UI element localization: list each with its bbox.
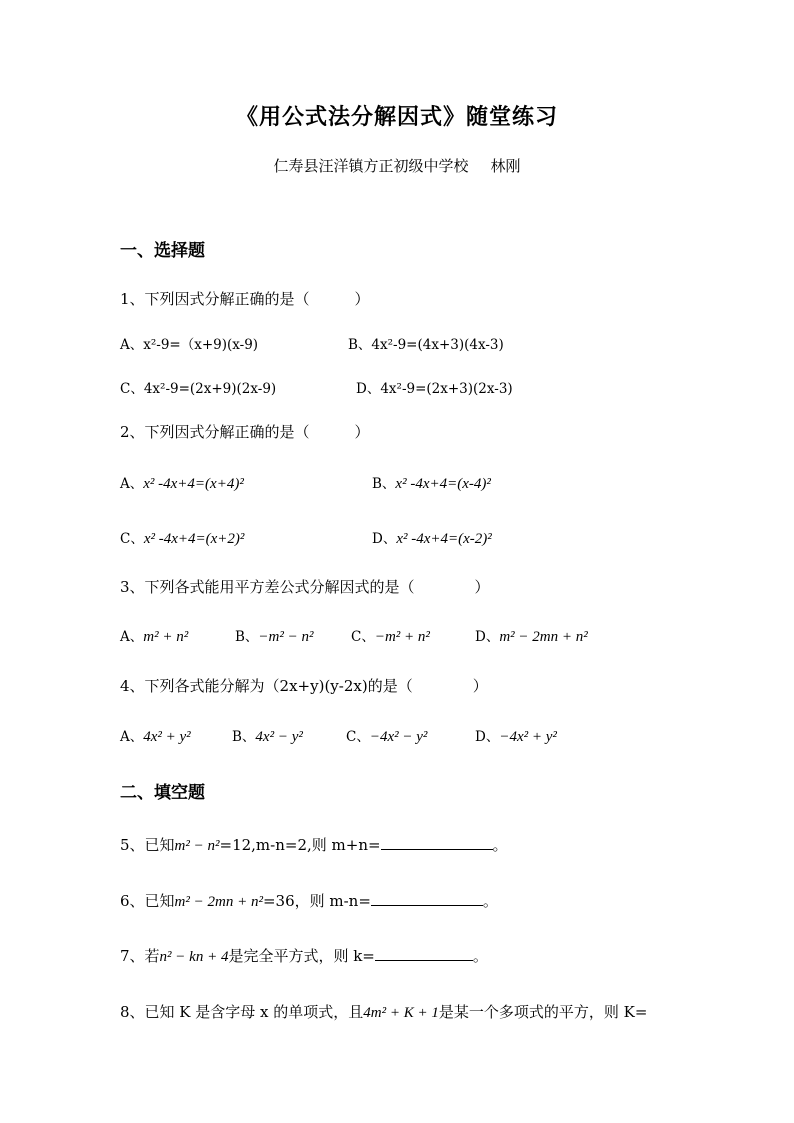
q3-option-b-expr: −m² − n²	[258, 629, 314, 645]
q1-option-b: B、4x²-9=(4x+3)(4x-3)	[348, 337, 504, 353]
question-2: 2、下列因式分解正确的是（ ）	[120, 423, 370, 441]
q4-option-d-expr: −4x² + y²	[499, 729, 557, 745]
question-7	[120, 945, 488, 966]
q5-expr: m² − n²	[174, 838, 220, 854]
q2-option-d-label: D、	[372, 531, 397, 547]
q4-option-c	[346, 725, 427, 746]
q4-option-b-expr: 4x² − y²	[255, 729, 303, 745]
question-1: 1、下列因式分解正确的是（ ）	[120, 290, 370, 308]
q7-answer-blank[interactable]	[375, 946, 473, 961]
q8-text: 是某一个多项式的平方，则 K=	[438, 1003, 648, 1021]
q7-expr: n² − kn + 4	[159, 949, 229, 965]
q5-text: =12,m-n=2,则 m+n=	[219, 836, 381, 854]
q2-option-b-expr: x² -4x+4=(x-4)²	[395, 476, 491, 492]
q3-option-c-expr: −m² + n²	[374, 629, 430, 645]
q4-option-a	[120, 725, 191, 746]
q8-prefix: 8、已知 K 是含字母 x 的单项式，且	[120, 1003, 364, 1021]
q6-answer-blank[interactable]	[371, 891, 483, 906]
q5-end: 。	[492, 836, 508, 854]
school-name: 仁寿县汪洋镇方正初级中学校	[273, 157, 469, 175]
q5-answer-blank[interactable]	[381, 835, 493, 850]
q3-option-d-expr: m² − 2mn + n²	[499, 629, 588, 645]
question-5	[120, 834, 508, 855]
q6-prefix: 6、已知	[120, 892, 175, 910]
q4-option-c-expr: −4x² − y²	[369, 729, 428, 745]
q1-option-d: D、4x²-9=(2x+3)(2x-3)	[356, 381, 513, 397]
q4-option-a-expr: 4x² + y²	[143, 729, 191, 745]
section-fill-heading: 二、填空题	[120, 783, 205, 803]
question-3: 3、下列各式能用平方差公式分解因式的是（ ）	[120, 578, 490, 596]
q4-option-b	[232, 725, 303, 746]
q4-option-a-label: A、	[120, 729, 144, 745]
q3-option-d-label: D、	[475, 629, 500, 645]
q6-end: 。	[482, 892, 498, 910]
q3-option-b-label: B、	[235, 629, 259, 645]
q2-option-a	[120, 472, 244, 493]
subtitle	[0, 155, 794, 176]
section-choice-heading: 一、选择题	[120, 241, 205, 261]
q5-prefix: 5、已知	[120, 836, 175, 854]
q3-option-a-label: A、	[120, 629, 144, 645]
page-title: 《用公式法分解因式》随堂练习	[235, 105, 558, 130]
q2-option-d	[372, 527, 492, 548]
q2-option-c-expr: x² -4x+4=(x+2)²	[143, 531, 245, 547]
question-6	[120, 890, 498, 911]
q3-option-c-label: C、	[351, 629, 375, 645]
q7-text: 是完全平方式，则 k=	[228, 947, 375, 965]
q7-end: 。	[472, 947, 488, 965]
q2-option-d-expr: x² -4x+4=(x-2)²	[396, 531, 492, 547]
q3-option-c	[351, 625, 430, 646]
q3-option-a	[120, 625, 188, 646]
q3-option-a-expr: m² + n²	[143, 629, 189, 645]
question-4: 4、下列各式能分解为（2x+y)(y-2x)的是（ ）	[120, 677, 488, 695]
q6-expr: m² − 2mn + n²	[174, 894, 263, 910]
q6-text: =36，则 m-n=	[262, 892, 371, 910]
q2-option-a-expr: x² -4x+4=(x+4)²	[143, 476, 244, 492]
q1-option-a: A、x²-9=（x+9)(x-9)	[120, 337, 259, 353]
q4-option-b-label: B、	[232, 729, 256, 745]
author-name: 林刚	[490, 157, 521, 175]
q2-option-c-label: C、	[120, 531, 144, 547]
q3-option-b	[235, 625, 314, 646]
q4-option-c-label: C、	[346, 729, 370, 745]
q2-option-b	[372, 472, 491, 493]
q4-option-d-label: D、	[475, 729, 500, 745]
q2-option-b-label: B、	[372, 476, 396, 492]
question-8	[120, 1001, 647, 1022]
q2-option-c	[120, 527, 244, 548]
q8-expr: 4m² + K + 1	[363, 1005, 439, 1021]
q2-option-a-label: A、	[120, 476, 144, 492]
q7-prefix: 7、若	[120, 947, 160, 965]
q4-option-d	[475, 725, 557, 746]
q1-option-c: C、4x²-9=(2x+9)(2x-9)	[120, 381, 277, 397]
q3-option-d	[475, 625, 588, 646]
